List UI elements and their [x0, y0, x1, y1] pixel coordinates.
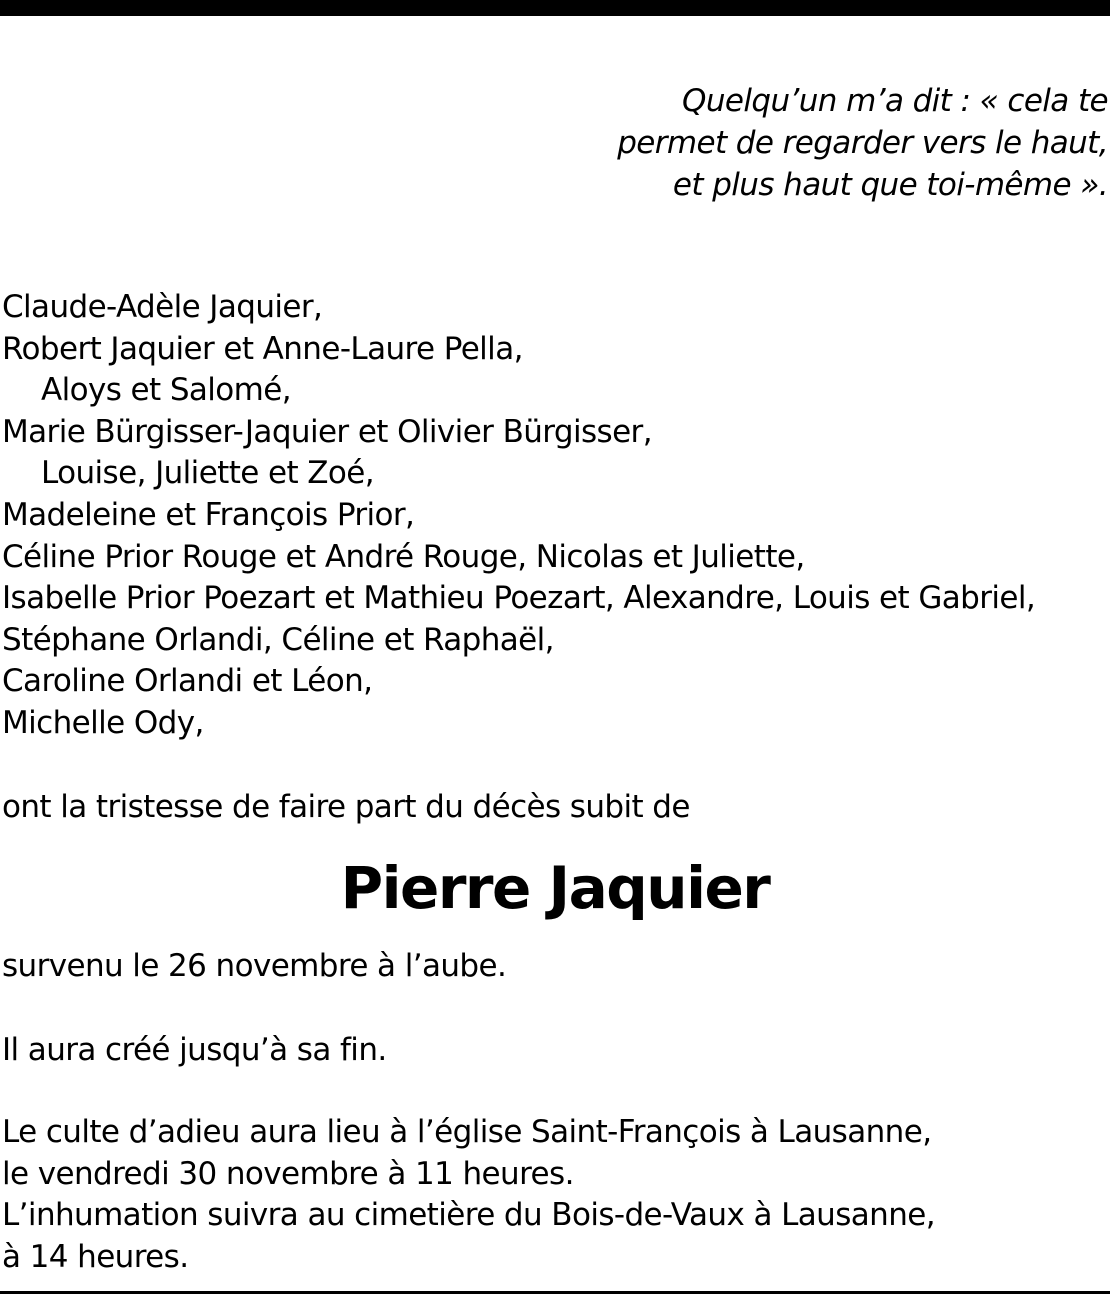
top-border-rule [0, 0, 1110, 16]
family-line: Caroline Orlandi et Léon, [2, 663, 373, 700]
family-line: Stéphane Orlandi, Céline et Raphaël, [2, 621, 554, 658]
deceased-name: Pierre Jaquier [340, 854, 770, 922]
ceremony-line: L’inhumation suivra au cimetière du Bois-de-Vaux à Lausanne, [2, 1197, 935, 1233]
family-line: Marie Bürgisser-Jaquier et Olivier Bürgisser, [2, 413, 652, 450]
epigraph-line: Quelqu’un m’a dit : « cela te [682, 83, 1108, 119]
family-line: Robert Jaquier et Anne-Laure Pella, [2, 330, 523, 367]
tribute-text: Il aura créé jusqu’à sa fin. [2, 1032, 387, 1068]
epigraph-line: et plus haut que toi-même ». [672, 167, 1108, 203]
ceremony-line: Le culte d’adieu aura lieu à l’église Saint-François à Lausanne, [2, 1114, 932, 1150]
epigraph-line: permet de regarder vers le haut, [617, 125, 1108, 161]
family-list [2, 287, 1035, 745]
family-line: Madeleine et François Prior, [2, 496, 415, 533]
ceremony-details [2, 1112, 935, 1278]
ceremony-line: à 14 heures. [2, 1238, 189, 1275]
epigraph-quote [408, 80, 1108, 206]
family-line: Isabelle Prior Poezart et Mathieu Poezart, Alexandre, Louis et Gabriel, [2, 580, 1036, 617]
date-of-death-text: survenu le 26 novembre à l’aube. [2, 948, 507, 984]
family-line: Claude-Adèle Jaquier, [2, 289, 323, 325]
family-line: Céline Prior Rouge et André Rouge, Nicolas et Juliette, [2, 538, 805, 575]
family-children-line: Louise, Juliette et Zoé, [41, 455, 375, 492]
announcement-text: ont la tristesse de faire part du décès subit de [2, 789, 690, 825]
family-line: Michelle Ody, [2, 704, 204, 741]
bottom-border-rule [0, 1291, 1110, 1294]
ceremony-line: le vendredi 30 novembre à 11 heures. [2, 1155, 574, 1192]
family-children-line: Aloys et Salomé, [41, 372, 291, 409]
